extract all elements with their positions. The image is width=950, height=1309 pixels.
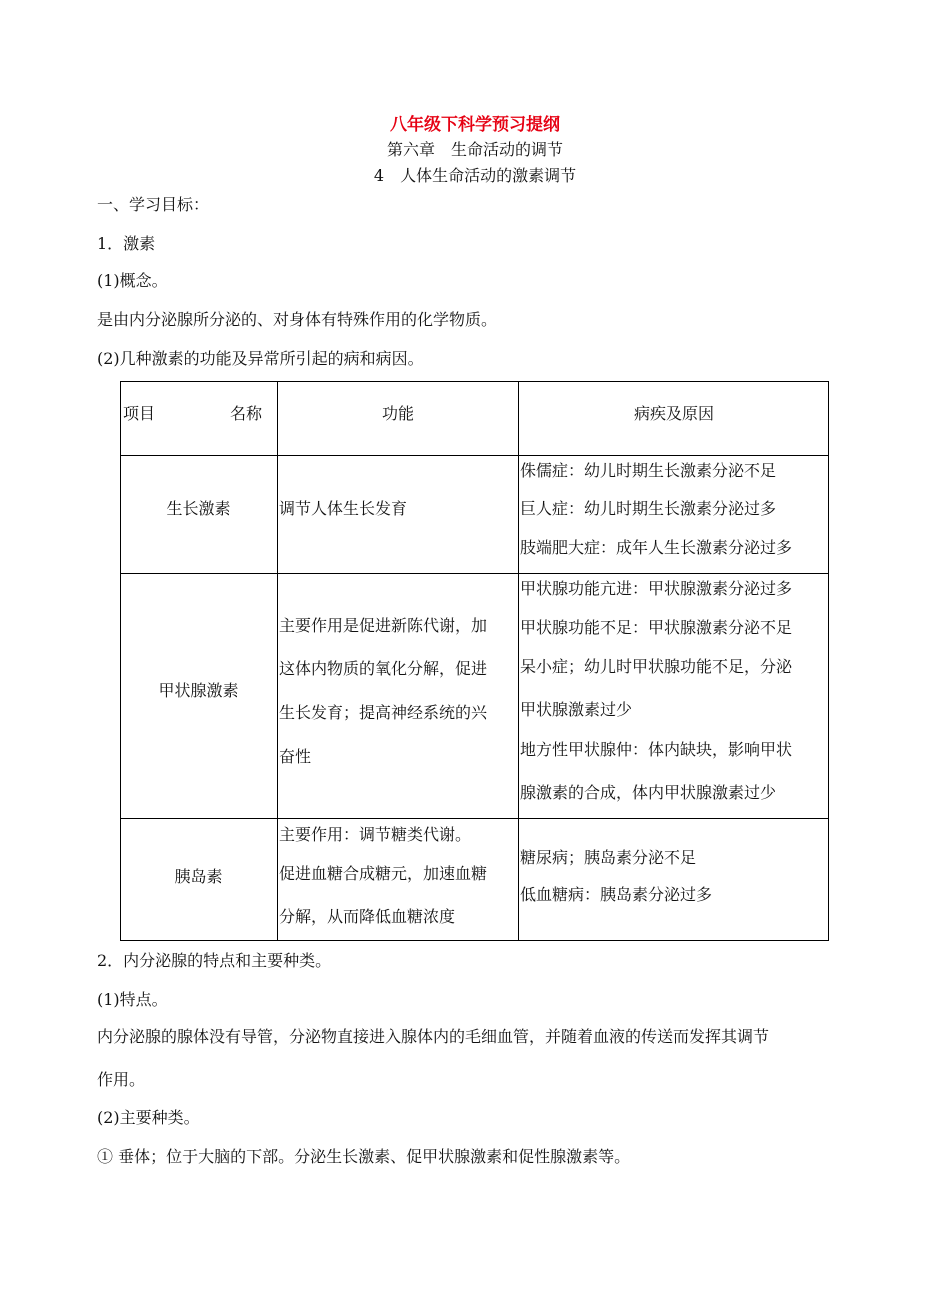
- concept-text: 是由内分泌腺所分泌的、对身体有特殊作用的化学物质。: [97, 310, 498, 329]
- features-text-cont: 作用。: [97, 1070, 146, 1089]
- item-1-heading: 1．激素: [97, 234, 156, 253]
- header-function: 功能: [381, 404, 414, 423]
- header-name: 名称: [230, 404, 263, 423]
- row-disease-line: 肢端肥大症：成年人生长激素分泌过多: [520, 538, 793, 557]
- row-function-line: 调节人体生长发育: [279, 499, 408, 518]
- row-disease-line: 甲状腺功能亢进：甲状腺激素分泌过多: [520, 579, 793, 598]
- table-divider: [277, 382, 278, 940]
- row-disease-line: 地方性甲状腺仲：体内缺块，影响甲状: [520, 740, 793, 759]
- types-label: (2)主要种类。: [97, 1108, 200, 1127]
- row-name-thyroid-hormone: 甲状腺激素: [158, 681, 239, 700]
- row-disease-line: 糖尿病；胰岛素分泌不足: [520, 848, 697, 867]
- concept-label: (1)概念。: [97, 271, 168, 290]
- table-intro: (2)几种激素的功能及异常所引起的病和病因。: [97, 349, 424, 368]
- row-disease-line: 侏儒症：幼儿时期生长激素分泌不足: [520, 461, 777, 480]
- row-name-growth-hormone: 生长激素: [166, 499, 231, 518]
- document-title: 八年级下科学预习提纲: [390, 115, 560, 135]
- row-function-line: 主要作用是促进新陈代谢，加: [279, 616, 488, 635]
- header-disease: 病疾及原因: [633, 404, 714, 423]
- section-heading: 4 人体生命活动的激素调节: [373, 166, 577, 185]
- header-project: 项目: [123, 404, 156, 423]
- features-label: (1)特点。: [97, 990, 168, 1009]
- row-disease-line: 甲状腺功能不足：甲状腺激素分泌不足: [520, 618, 793, 637]
- features-text: 内分泌腺的腺体没有导管，分泌物直接进入腺体内的毛细血管，并随着血液的传送而发挥其调节: [97, 1027, 770, 1046]
- row-function-line: 这体内物质的氧化分解，促进: [279, 659, 488, 678]
- row-disease-line: 低血糖病：胰岛素分泌过多: [520, 885, 713, 904]
- table-divider: [121, 455, 828, 456]
- goal-heading: 一、学习目标：: [97, 195, 210, 214]
- row-disease-line: 甲状腺激素过少: [520, 700, 633, 719]
- chapter-heading: 第六章 生命活动的调节: [386, 140, 563, 159]
- types-item-1: ① 垂体；位于大脑的下部。分泌生长激素、促甲状腺激素和促性腺激素等。: [97, 1147, 631, 1166]
- row-disease-line: 腺激素的合成，体内甲状腺激素过少: [520, 783, 777, 802]
- section-2-heading: 2．内分泌腺的特点和主要种类。: [97, 951, 332, 970]
- row-name-insulin: 胰岛素: [174, 867, 223, 886]
- row-function-line: 生长发育；提高神经系统的兴: [279, 703, 488, 722]
- row-function-line: 分解，从而降低血糖浓度: [279, 907, 456, 926]
- row-function-line: 主要作用：调节糖类代谢。: [279, 825, 472, 844]
- table-divider: [518, 382, 519, 940]
- table-divider: [121, 818, 828, 819]
- row-disease-line: 呆小症；幼儿时甲状腺功能不足，分泌: [520, 657, 793, 676]
- row-disease-line: 巨人症：幼儿时期生长激素分泌过多: [520, 499, 777, 518]
- row-function-line: 奋性: [279, 747, 312, 766]
- table-divider: [121, 573, 828, 574]
- row-function-line: 促进血糖合成糖元，加速血糖: [279, 864, 488, 883]
